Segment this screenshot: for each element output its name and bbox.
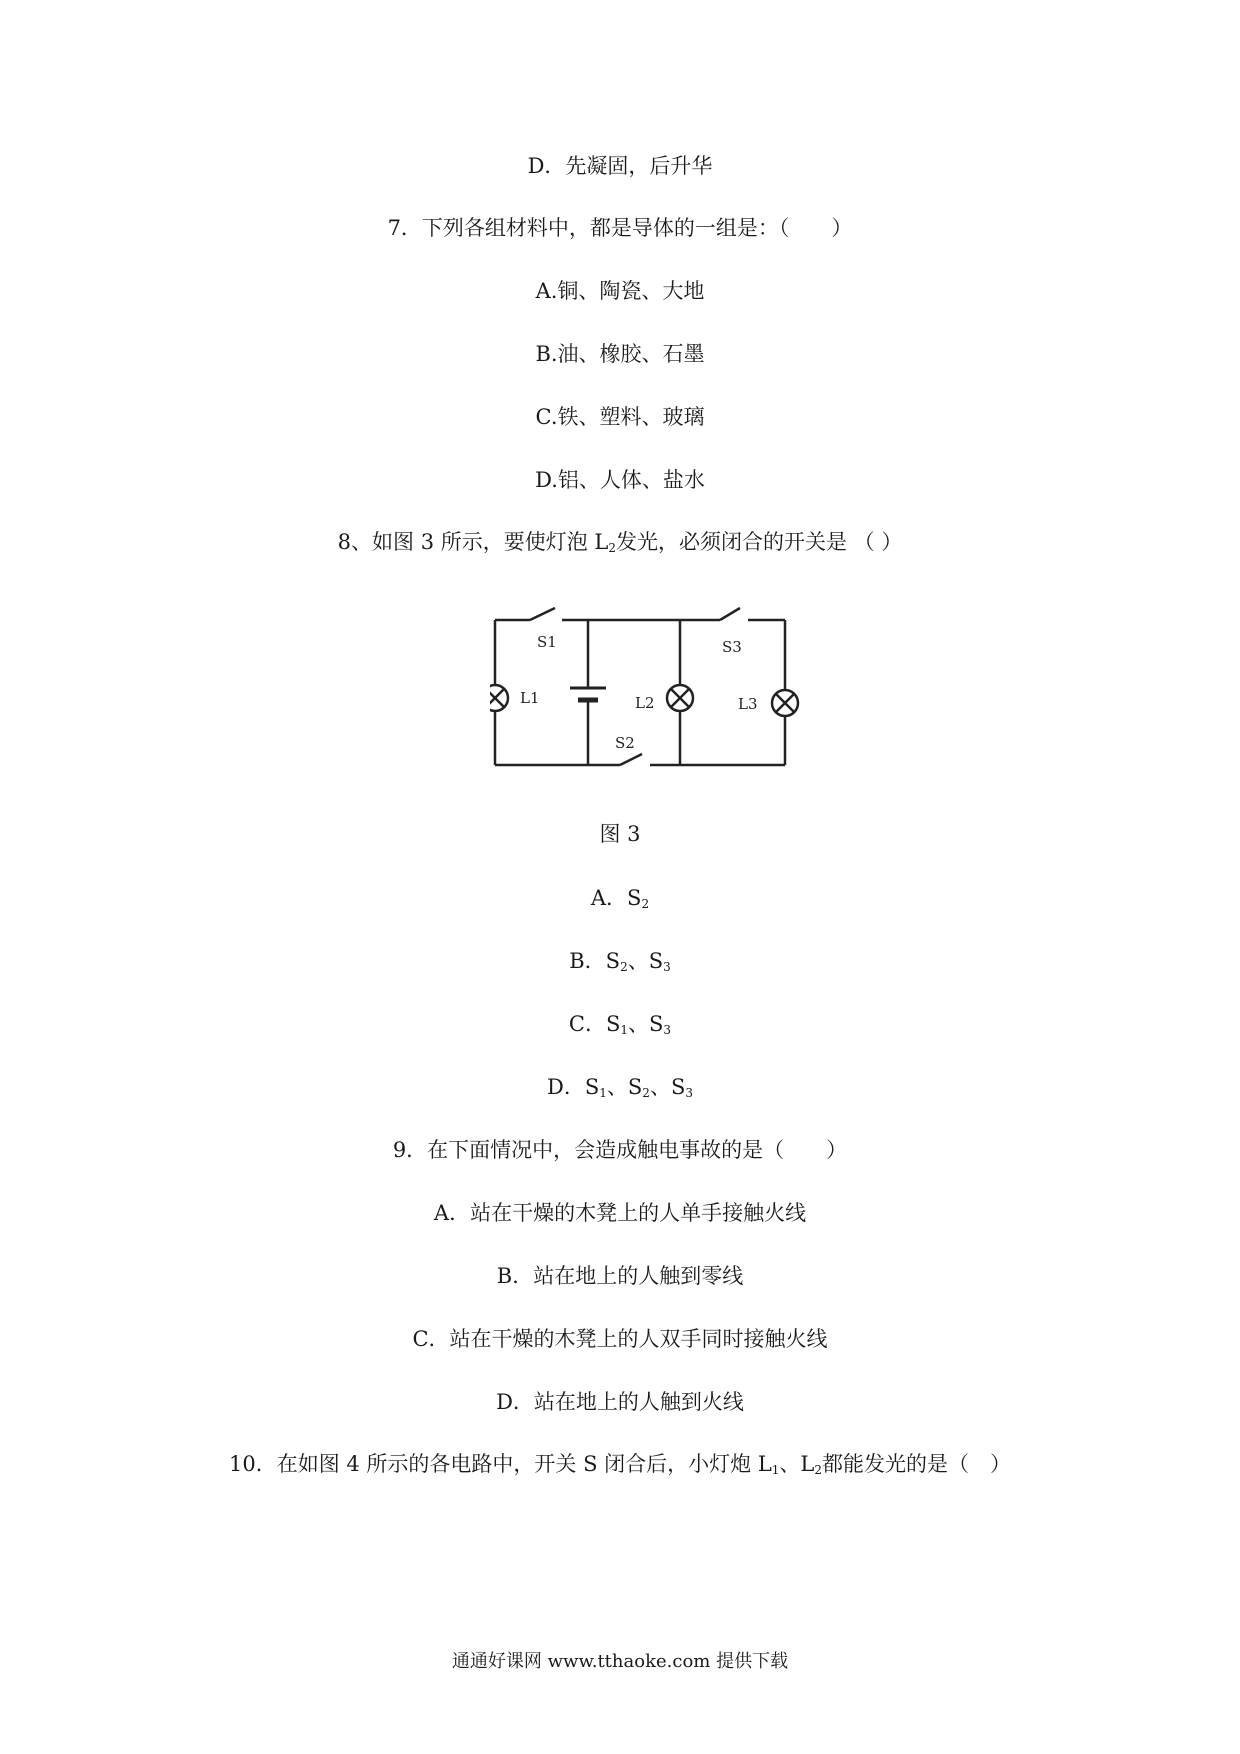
label-l2: L2 — [635, 694, 655, 712]
sep: 、 — [606, 1075, 628, 1099]
q9-option-d: D．站在地上的人触到火线 — [496, 1390, 744, 1414]
sub: 2 — [642, 1086, 650, 1100]
circuit-figure-3 — [490, 600, 810, 784]
sub: 1 — [620, 1023, 629, 1037]
sub: 2 — [814, 1463, 823, 1477]
q8-option-d-label: D．S — [547, 1075, 600, 1099]
q8-option-d: D．$S_1$、$S_2$、$S_3$ — [547, 1075, 693, 1100]
q8-stem — [0, 528, 1240, 562]
sub: 3 — [663, 1023, 672, 1037]
switch-s3-blade — [720, 608, 740, 620]
q8-number: 8、 — [337, 530, 373, 554]
q8-option-b-label: B．S — [569, 949, 621, 973]
q7-option-c: C.铁、塑料、玻璃 — [535, 405, 705, 429]
sub: 3 — [685, 1086, 693, 1100]
switch-s2-blade — [620, 754, 642, 765]
sep: 、 — [628, 1012, 650, 1036]
q7-stem: 7．下列各组材料中，都是导体的一组是：（ ） — [387, 216, 853, 240]
sub: 3 — [663, 960, 671, 974]
sub: 1 — [599, 1086, 607, 1100]
label-s3: S3 — [722, 638, 742, 656]
q8-option-b: B．$S_2$、$S_3$ — [569, 949, 671, 974]
q9-stem: 9．在下面情况中，会造成触电事故的是（ ） — [392, 1138, 848, 1162]
q10-part1: 10．在如图 4 所示的各电路中，开关 S 闭合后，小灯炮 L — [228, 1452, 772, 1476]
q7-option-d: D.铝、人体、盐水 — [535, 468, 705, 492]
q10-stem — [0, 1450, 1240, 1484]
q8-option-a — [0, 884, 1240, 918]
label-l1: L1 — [520, 689, 540, 707]
figure-caption: 图 3 — [599, 822, 641, 846]
q8-option-a-label: A．S — [590, 886, 642, 910]
q8-stem-part2: 发光，必须闭合的开关是 （ ） — [616, 530, 903, 554]
label-l3: L3 — [738, 695, 758, 713]
label-s2: S2 — [615, 734, 635, 752]
q8-option-c: C．$S_1$、$S_3$ — [568, 1012, 672, 1037]
q9-option-c: C．站在干燥的木凳上的人双手同时接触火线 — [412, 1327, 828, 1351]
q8-option-c-label: C．S — [568, 1012, 621, 1036]
q8-stem-part1: 如图 3 所示，要使灯泡 L — [372, 530, 609, 554]
sub: 1 — [771, 1463, 780, 1477]
page-footer: 通通好课网 www.tthaoke.com 提供下载 — [451, 1651, 789, 1672]
sep: 、 — [627, 949, 649, 973]
sep: 、 — [649, 1075, 671, 1099]
sub: 2 — [641, 897, 650, 911]
circuit-diagram — [490, 600, 810, 780]
q7-option-a: A.铜、陶瓷、大地 — [535, 279, 705, 303]
q7-option-b: B.油、橡胶、石墨 — [535, 342, 705, 366]
q10-part3: 都能发光的是（ ） — [822, 1452, 1012, 1476]
label-s1: S1 — [537, 633, 557, 651]
switch-s1-blade — [530, 608, 555, 620]
q10-part2: 、L — [779, 1452, 815, 1476]
lamp-l1 — [490, 685, 508, 711]
q9-option-a: A．站在干燥的木凳上的人单手接触火线 — [433, 1201, 807, 1225]
q6-option-d: D．先凝固，后升华 — [527, 154, 713, 178]
q9-option-b: B．站在地上的人触到零线 — [496, 1264, 744, 1288]
sub: 2 — [620, 960, 628, 974]
q8-sub: 2 — [608, 541, 616, 555]
